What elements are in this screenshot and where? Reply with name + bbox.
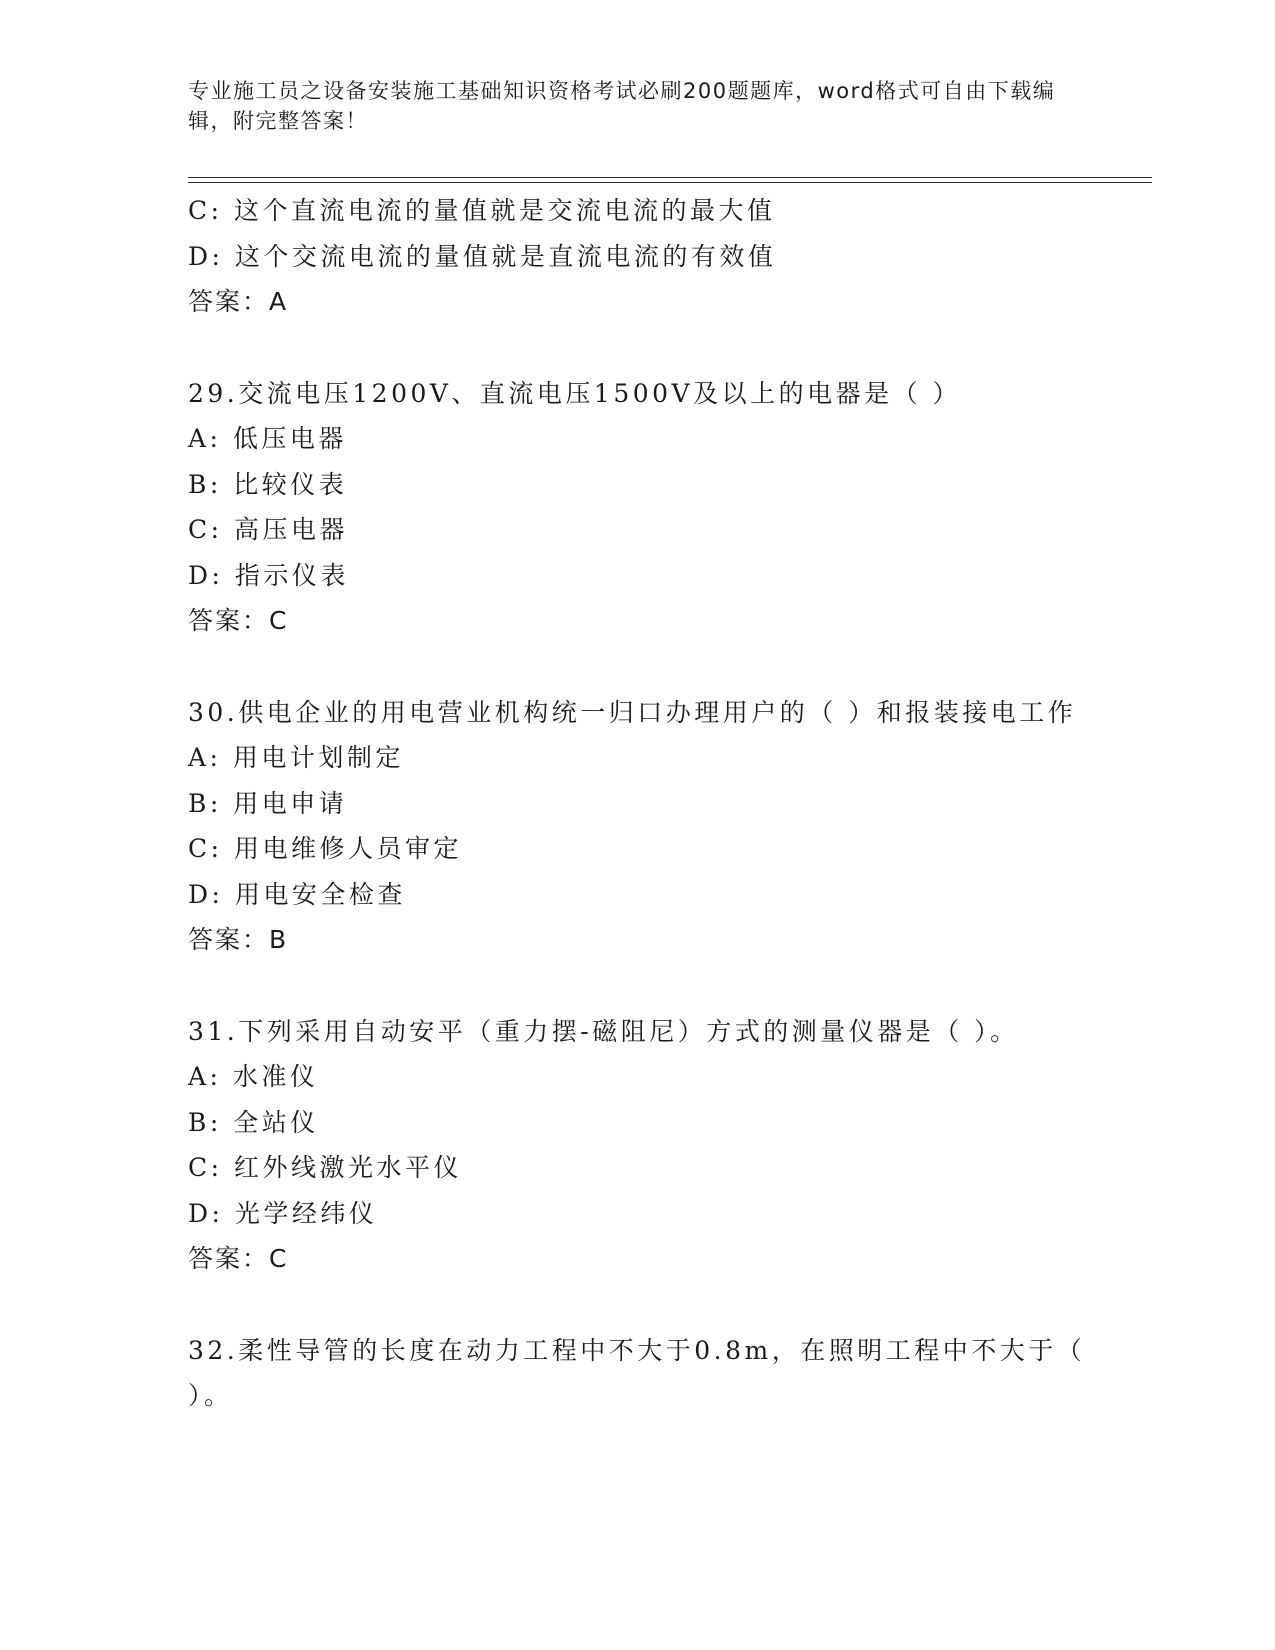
answer-line: 答案：C [188,606,289,635]
header-divider-top [188,177,1152,178]
question-text: 30.供电企业的用电营业机构统一归口办理用户的（ ）和报装接电工作 [188,697,1077,727]
question-content [188,188,1088,1419]
option-d: D: 这个交流电流的量值就是直流电流的有效值 [188,241,777,271]
option-c: C: 这个直流电流的量值就是交流电流的最大值 [188,196,776,225]
option-b: B: 全站仪 [188,1107,319,1137]
spacer [188,963,1088,1009]
question-text: 31.下列采用自动安平（重力摆-磁阻尼）方式的测量仪器是（ ）。 [188,1016,1019,1046]
question-31 [188,1009,1088,1282]
spacer [188,1282,1088,1328]
question-text: 29.交流电压1200V、直流电压1500V及以上的电器是（ ） [188,378,962,408]
answer-line: 答案：B [188,925,289,954]
option-a: A: 用电计划制定 [188,743,404,772]
page-header-title: 专业施工员之设备安装施工基础知识资格考试必刷200题题库，word格式可自由下载编辑，附完整答案！ [188,79,1056,133]
option-d: D: 用电安全检查 [188,879,406,909]
option-c: C: 用电维修人员审定 [188,834,462,863]
option-d: D: 光学经纬仪 [188,1198,378,1228]
answer-line: 答案：C [188,1244,289,1273]
answer-line: 答案：A [188,287,289,316]
question-text: 32.柔性导管的长度在动力工程中不大于0.8m，在照明工程中不大于（ ）。 [188,1335,1086,1410]
option-b: B: 用电申请 [188,788,348,818]
option-d: D: 指示仪表 [188,560,349,590]
option-a: A: 水准仪 [188,1062,319,1091]
spacer [188,325,1088,371]
question-29 [188,371,1088,644]
option-c: C: 红外线激光水平仪 [188,1153,462,1182]
question-32 [188,1328,1088,1419]
header-divider-bottom [188,182,1152,183]
question-30 [188,690,1088,963]
carryover-question-block [188,188,1088,325]
spacer [188,644,1088,690]
option-c: C: 高压电器 [188,515,348,544]
option-b: B: 比较仪表 [188,469,348,499]
option-a: A: 低压电器 [188,424,347,453]
